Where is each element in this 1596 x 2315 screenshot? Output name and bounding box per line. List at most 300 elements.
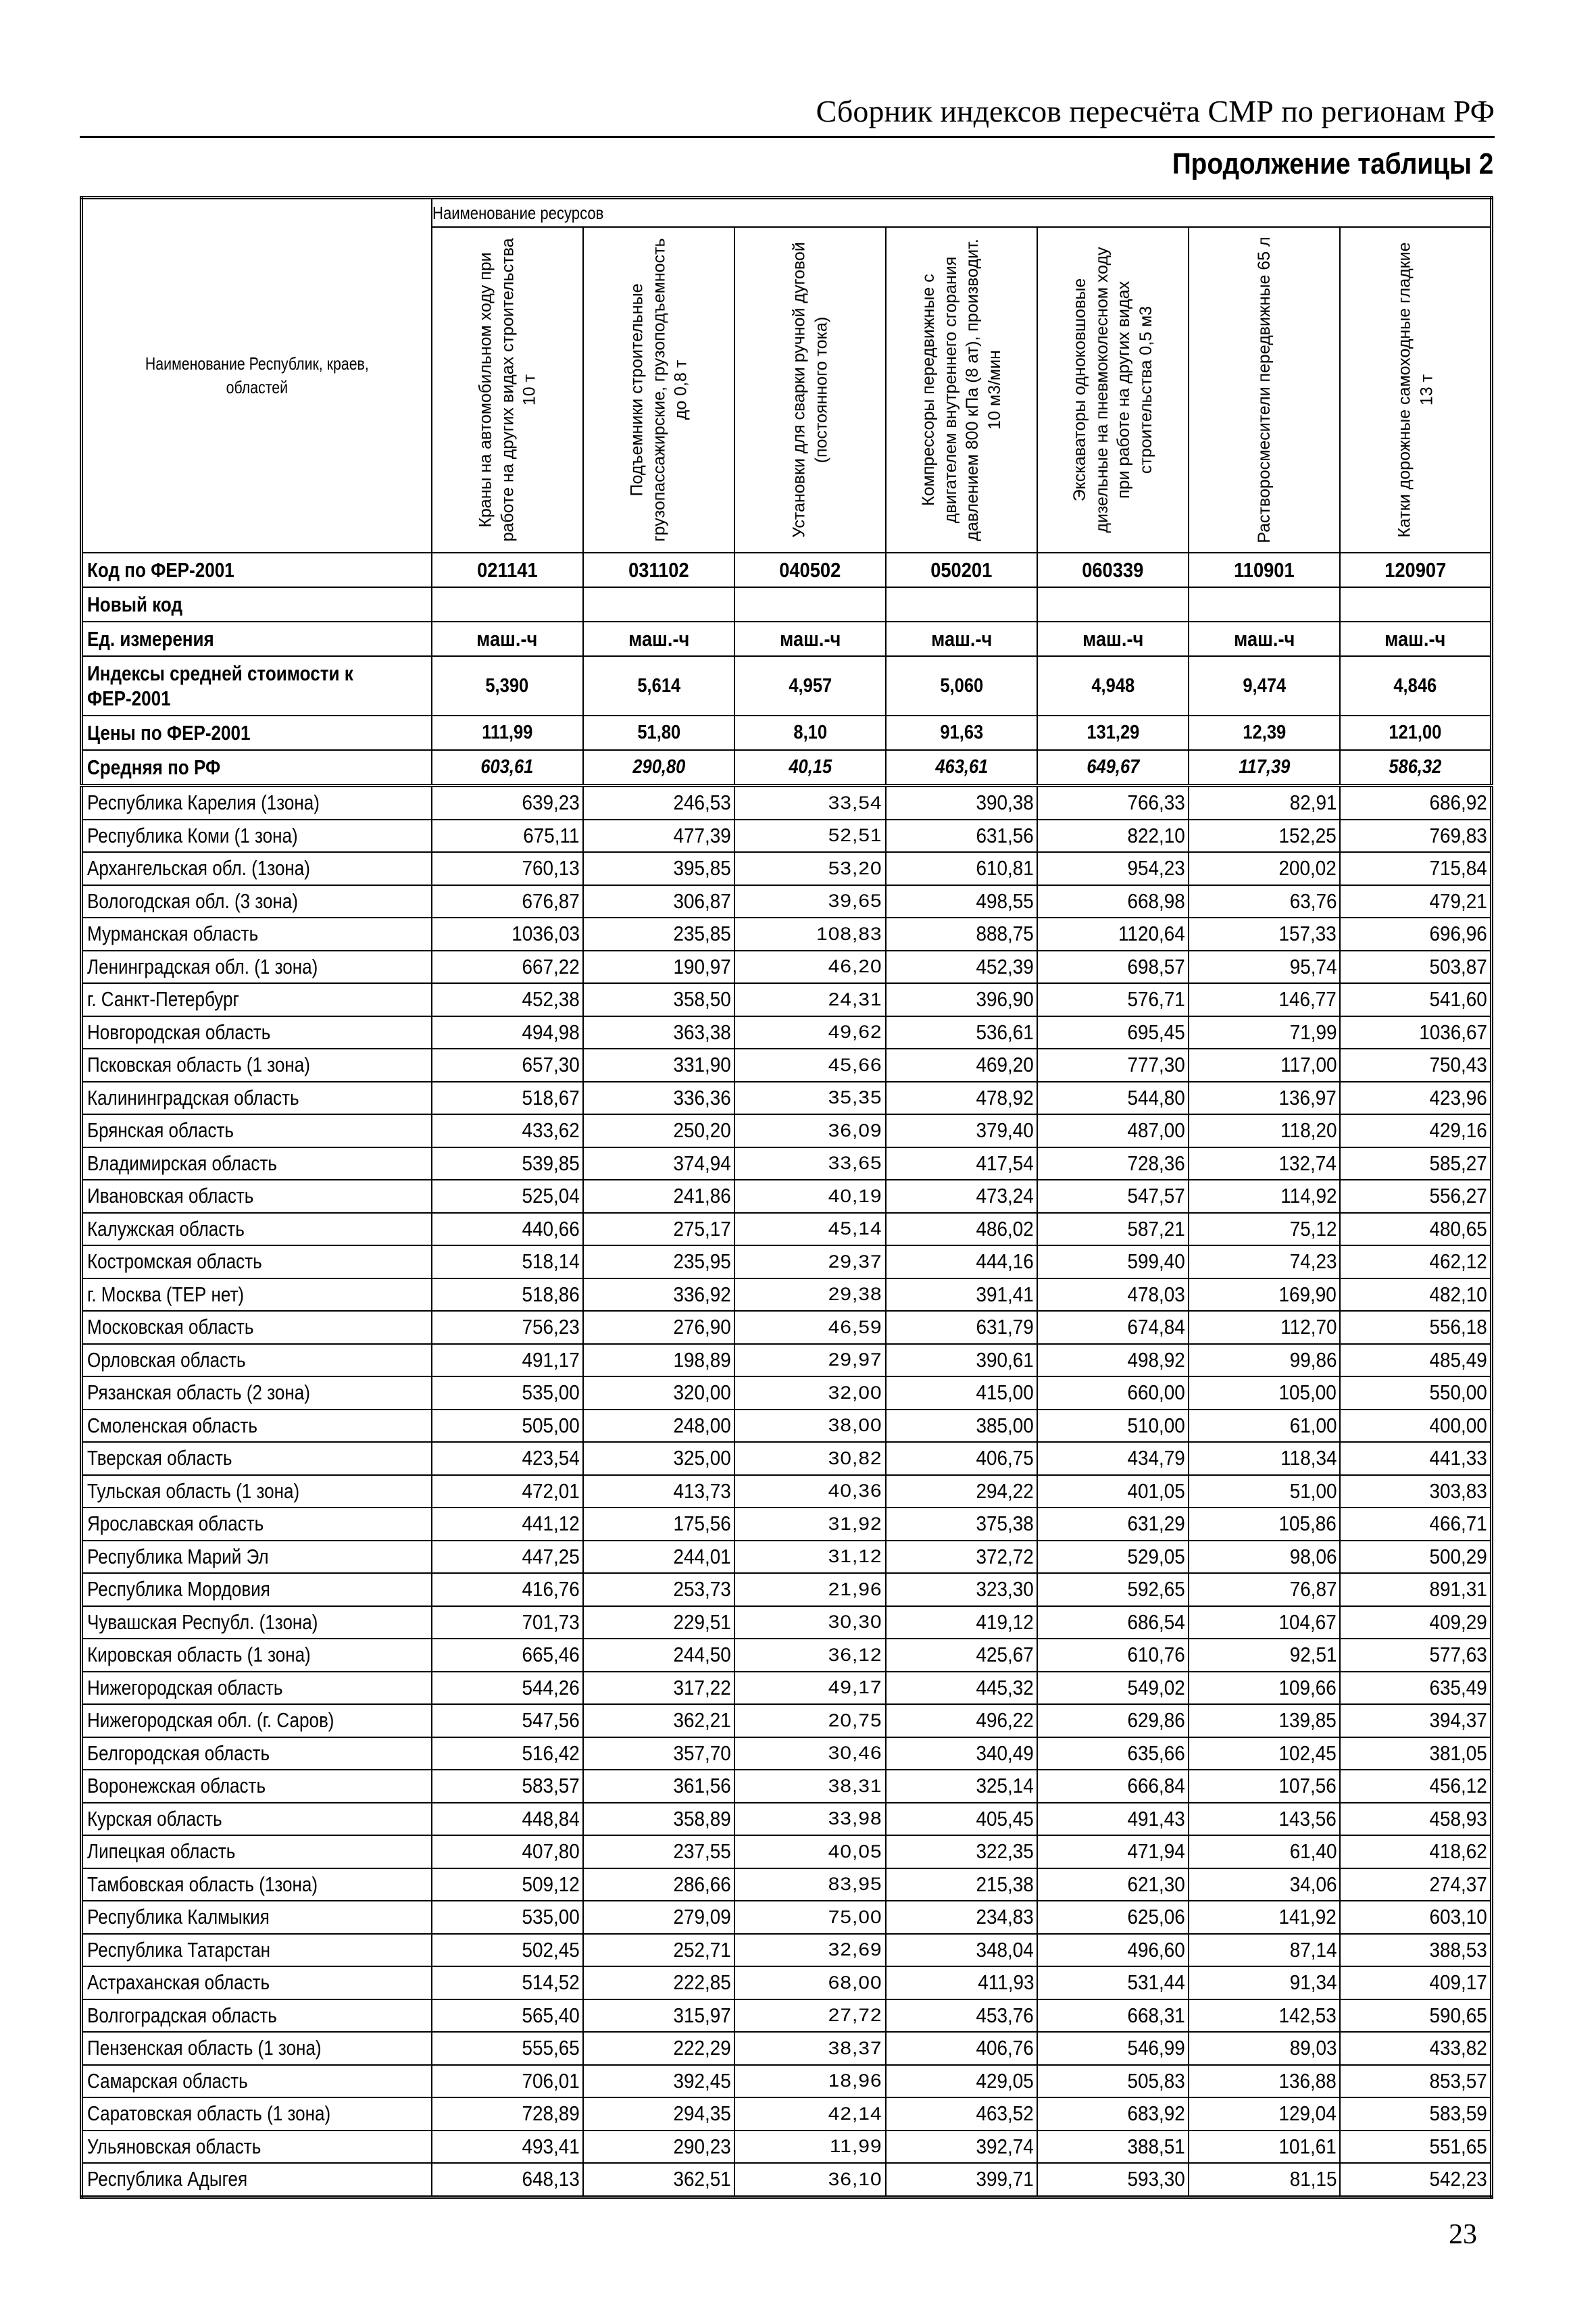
value-cell: 18,96 — [734, 2065, 886, 2098]
value-cell: 409,17 — [1340, 1966, 1491, 1999]
value-cell: 372,72 — [886, 1541, 1037, 1574]
meta-cell: 40,15 — [734, 750, 886, 786]
region-name: Мурманская область — [82, 918, 432, 951]
resource-column-header — [886, 227, 1037, 553]
value-cell: 583,57 — [432, 1770, 583, 1803]
table-row — [82, 1672, 1492, 1705]
value-cell: 576,71 — [1037, 983, 1189, 1016]
value-cell: 244,01 — [583, 1541, 734, 1574]
value-cell: 491,17 — [432, 1344, 583, 1377]
value-cell: 29,97 — [734, 1344, 886, 1377]
resource-column-header — [1037, 227, 1189, 553]
value-cell: 610,81 — [886, 852, 1037, 885]
value-cell: 83,95 — [734, 1868, 886, 1901]
meta-cell: маш.-ч — [583, 622, 734, 656]
table-row — [82, 2163, 1492, 2197]
value-cell: 496,60 — [1037, 1934, 1189, 1967]
value-cell: 102,45 — [1189, 1737, 1340, 1770]
value-cell: 45,66 — [734, 1049, 886, 1082]
region-name: г. Санкт-Петербург — [82, 983, 432, 1016]
meta-cell — [432, 587, 583, 622]
rf-average-row — [82, 750, 1492, 786]
value-cell: 358,89 — [583, 1803, 734, 1836]
value-cell: 101,61 — [1189, 2131, 1340, 2164]
region-name: Республика Мордовия — [82, 1573, 432, 1606]
value-cell: 275,17 — [583, 1213, 734, 1246]
value-cell: 320,00 — [583, 1376, 734, 1410]
resource-column-label: Подъемники строительные грузопассажирские, грузоподъемность до 0,8 т — [627, 238, 691, 542]
value-cell: 274,37 — [1340, 1868, 1491, 1901]
table-row — [82, 951, 1492, 984]
value-cell: 63,76 — [1189, 885, 1340, 918]
value-cell: 235,95 — [583, 1245, 734, 1278]
value-cell: 276,90 — [583, 1311, 734, 1344]
value-cell: 36,09 — [734, 1114, 886, 1147]
value-cell: 509,12 — [432, 1868, 583, 1901]
value-cell: 357,70 — [583, 1737, 734, 1770]
value-cell: 336,92 — [583, 1278, 734, 1312]
table-row — [82, 2097, 1492, 2131]
meta-cell: 8,10 — [734, 716, 886, 750]
value-cell: 20,75 — [734, 1704, 886, 1737]
value-cell: 472,01 — [432, 1475, 583, 1508]
region-name: Нижегородская область — [82, 1672, 432, 1705]
value-cell: 107,56 — [1189, 1770, 1340, 1803]
value-cell: 629,86 — [1037, 1704, 1189, 1737]
meta-cell: 9,474 — [1189, 656, 1340, 716]
value-cell: 390,61 — [886, 1344, 1037, 1377]
value-cell: 487,00 — [1037, 1114, 1189, 1147]
table-row — [82, 1311, 1492, 1344]
value-cell: 544,80 — [1037, 1082, 1189, 1115]
code-fer-row — [82, 553, 1492, 587]
value-cell: 493,41 — [432, 2131, 583, 2164]
region-name: Тульская область (1 зона) — [82, 1475, 432, 1508]
value-cell: 541,60 — [1340, 983, 1491, 1016]
value-cell: 631,56 — [886, 820, 1037, 853]
value-cell: 331,90 — [583, 1049, 734, 1082]
value-cell: 556,18 — [1340, 1311, 1491, 1344]
value-cell: 1120,64 — [1037, 918, 1189, 951]
meta-cell: маш.-ч — [734, 622, 886, 656]
value-cell: 482,10 — [1340, 1278, 1491, 1312]
fer-price-row — [82, 716, 1492, 750]
meta-cell: 050201 — [886, 553, 1037, 587]
value-cell: 479,21 — [1340, 885, 1491, 918]
meta-cell: 4,957 — [734, 656, 886, 716]
meta-cell: 121,00 — [1340, 716, 1491, 750]
table-row — [82, 1999, 1492, 2033]
value-cell: 456,12 — [1340, 1770, 1491, 1803]
value-cell: 33,98 — [734, 1803, 886, 1836]
value-cell: 32,00 — [734, 1376, 886, 1410]
meta-cell — [1037, 587, 1189, 622]
value-cell: 440,66 — [432, 1213, 583, 1246]
value-cell: 391,41 — [886, 1278, 1037, 1312]
value-cell: 105,00 — [1189, 1376, 1340, 1410]
region-name: Республика Коми (1 зона) — [82, 820, 432, 853]
value-cell: 104,67 — [1189, 1606, 1340, 1639]
value-cell: 46,59 — [734, 1311, 886, 1344]
value-cell: 74,23 — [1189, 1245, 1340, 1278]
value-cell: 583,59 — [1340, 2097, 1491, 2131]
value-cell: 31,92 — [734, 1508, 886, 1541]
value-cell: 407,80 — [432, 1835, 583, 1868]
value-cell: 175,56 — [583, 1508, 734, 1541]
meta-cell: маш.-ч — [1189, 622, 1340, 656]
value-cell: 38,31 — [734, 1770, 886, 1803]
meta-cell: маш.-ч — [886, 622, 1037, 656]
value-cell: 136,97 — [1189, 1082, 1340, 1115]
value-cell: 33,54 — [734, 786, 886, 820]
value-cell: 496,22 — [886, 1704, 1037, 1737]
value-cell: 31,12 — [734, 1541, 886, 1574]
table-row — [82, 1344, 1492, 1377]
meta-cell: 5,614 — [583, 656, 734, 716]
table-row — [82, 2065, 1492, 2098]
table-row — [82, 1245, 1492, 1278]
meta-cell: 586,32 — [1340, 750, 1491, 786]
value-cell: 306,87 — [583, 885, 734, 918]
value-cell: 610,76 — [1037, 1639, 1189, 1672]
value-cell: 396,90 — [886, 983, 1037, 1016]
meta-cell: 4,846 — [1340, 656, 1491, 716]
value-cell: 24,31 — [734, 983, 886, 1016]
unit-row — [82, 622, 1492, 656]
table-row — [82, 1114, 1492, 1147]
meta-cell: 91,63 — [886, 716, 1037, 750]
region-name: Республика Адыгея — [82, 2163, 432, 2197]
value-cell: 551,65 — [1340, 2131, 1491, 2164]
region-name: г. Москва (ТЕР нет) — [82, 1278, 432, 1312]
value-cell: 323,30 — [886, 1573, 1037, 1606]
value-cell: 433,82 — [1340, 2032, 1491, 2065]
value-cell: 486,02 — [886, 1213, 1037, 1246]
meta-cell: 463,61 — [886, 750, 1037, 786]
meta-cell — [1340, 587, 1491, 622]
table-row — [82, 852, 1492, 885]
value-cell: 822,10 — [1037, 820, 1189, 853]
value-cell: 603,10 — [1340, 1901, 1491, 1934]
resources-group-header: Наименование ресурсов — [432, 198, 1492, 228]
value-cell: 529,05 — [1037, 1541, 1189, 1574]
value-cell: 1036,03 — [432, 918, 583, 951]
meta-cell: 021141 — [432, 553, 583, 587]
region-name: Смоленская область — [82, 1410, 432, 1443]
value-cell: 441,33 — [1340, 1442, 1491, 1475]
value-cell: 769,83 — [1340, 820, 1491, 853]
value-cell: 448,84 — [432, 1803, 583, 1836]
resource-column-header — [1340, 227, 1491, 553]
table-header — [82, 198, 1492, 553]
region-name: Владимирская область — [82, 1147, 432, 1180]
value-cell: 294,22 — [886, 1475, 1037, 1508]
value-cell: 379,40 — [886, 1114, 1037, 1147]
table-row — [82, 1376, 1492, 1410]
value-cell: 675,11 — [432, 820, 583, 853]
value-cell: 706,01 — [432, 2065, 583, 2098]
resource-column-header — [432, 227, 583, 553]
value-cell: 587,21 — [1037, 1213, 1189, 1246]
value-cell: 429,16 — [1340, 1114, 1491, 1147]
value-cell: 75,12 — [1189, 1213, 1340, 1246]
value-cell: 565,40 — [432, 1999, 583, 2033]
value-cell: 52,51 — [734, 820, 886, 853]
value-cell: 498,55 — [886, 885, 1037, 918]
value-cell: 198,89 — [583, 1344, 734, 1377]
region-name: Чувашская Республ. (1зона) — [82, 1606, 432, 1639]
table-row — [82, 2032, 1492, 2065]
region-name: Рязанская область (2 зона) — [82, 1376, 432, 1410]
value-cell: 447,25 — [432, 1541, 583, 1574]
value-cell: 668,31 — [1037, 1999, 1189, 2033]
value-cell: 21,96 — [734, 1573, 886, 1606]
region-name: Воронежская область — [82, 1770, 432, 1803]
value-cell: 625,06 — [1037, 1901, 1189, 1934]
value-cell: 363,38 — [583, 1016, 734, 1049]
region-name: Нижегородская обл. (г. Саров) — [82, 1704, 432, 1737]
value-cell: 590,65 — [1340, 1999, 1491, 2033]
value-cell: 766,33 — [1037, 786, 1189, 820]
value-cell: 325,14 — [886, 1770, 1037, 1803]
value-cell: 237,55 — [583, 1835, 734, 1868]
value-cell: 40,36 — [734, 1475, 886, 1508]
value-cell: 466,71 — [1340, 1508, 1491, 1541]
row-label: Индексы средней стоимости к ФЕР-2001 — [82, 656, 432, 716]
value-cell: 222,85 — [583, 1966, 734, 1999]
value-cell: 294,35 — [583, 2097, 734, 2131]
value-cell: 539,85 — [432, 1147, 583, 1180]
value-cell: 505,00 — [432, 1410, 583, 1443]
value-cell: 631,79 — [886, 1311, 1037, 1344]
region-name: Курская область — [82, 1803, 432, 1836]
value-cell: 395,85 — [583, 852, 734, 885]
region-name: Ярославская область — [82, 1508, 432, 1541]
table-row — [82, 1704, 1492, 1737]
value-cell: 362,21 — [583, 1704, 734, 1737]
value-cell: 385,00 — [886, 1410, 1037, 1443]
value-cell: 30,46 — [734, 1737, 886, 1770]
value-cell: 40,19 — [734, 1180, 886, 1213]
table-row — [82, 1868, 1492, 1901]
value-cell: 129,04 — [1189, 2097, 1340, 2131]
value-cell: 146,77 — [1189, 983, 1340, 1016]
value-cell: 1036,67 — [1340, 1016, 1491, 1049]
value-cell: 546,99 — [1037, 2032, 1189, 2065]
value-cell: 585,27 — [1340, 1147, 1491, 1180]
value-cell: 478,03 — [1037, 1278, 1189, 1312]
region-name: Республика Татарстан — [82, 1934, 432, 1967]
value-cell: 118,34 — [1189, 1442, 1340, 1475]
value-cell: 317,22 — [583, 1672, 734, 1705]
table-body — [82, 553, 1492, 2197]
value-cell: 49,62 — [734, 1016, 886, 1049]
value-cell: 853,57 — [1340, 2065, 1491, 2098]
value-cell: 76,87 — [1189, 1573, 1340, 1606]
value-cell: 141,92 — [1189, 1901, 1340, 1934]
value-cell: 535,00 — [432, 1901, 583, 1934]
value-cell: 157,33 — [1189, 918, 1340, 951]
table-row — [82, 918, 1492, 951]
value-cell: 667,22 — [432, 951, 583, 984]
value-cell: 35,35 — [734, 1082, 886, 1115]
meta-cell: 120907 — [1340, 553, 1491, 587]
value-cell: 891,31 — [1340, 1573, 1491, 1606]
value-cell: 433,62 — [432, 1114, 583, 1147]
value-cell: 760,13 — [432, 852, 583, 885]
value-cell: 409,29 — [1340, 1606, 1491, 1639]
resource-column-label: Компрессоры передвижные с двигателем внутреннего сгорания давлением 800 кПа (8 ат), производит. 10 м3/мин — [919, 239, 1004, 541]
region-name: Астраханская область — [82, 1966, 432, 1999]
value-cell: 222,29 — [583, 2032, 734, 2065]
value-cell: 516,42 — [432, 1737, 583, 1770]
meta-cell: 111,99 — [432, 716, 583, 750]
value-cell: 413,73 — [583, 1475, 734, 1508]
value-cell: 478,92 — [886, 1082, 1037, 1115]
table-row — [82, 1770, 1492, 1803]
value-cell: 696,96 — [1340, 918, 1491, 951]
value-cell: 253,73 — [583, 1573, 734, 1606]
meta-cell — [886, 587, 1037, 622]
value-cell: 388,51 — [1037, 2131, 1189, 2164]
value-cell: 683,92 — [1037, 2097, 1189, 2131]
table-row — [82, 1442, 1492, 1475]
value-cell: 358,50 — [583, 983, 734, 1016]
value-cell: 392,45 — [583, 2065, 734, 2098]
value-cell: 480,65 — [1340, 1213, 1491, 1246]
region-name: Псковская область (1 зона) — [82, 1049, 432, 1082]
value-cell: 45,14 — [734, 1213, 886, 1246]
value-cell: 531,44 — [1037, 1966, 1189, 1999]
value-cell: 139,85 — [1189, 1704, 1340, 1737]
value-cell: 458,93 — [1340, 1803, 1491, 1836]
value-cell: 657,30 — [432, 1049, 583, 1082]
meta-cell: 51,80 — [583, 716, 734, 750]
value-cell: 246,53 — [583, 786, 734, 820]
value-cell: 109,66 — [1189, 1672, 1340, 1705]
meta-cell: 649,67 — [1037, 750, 1189, 786]
value-cell: 485,49 — [1340, 1344, 1491, 1377]
meta-cell: 060339 — [1037, 553, 1189, 587]
region-name: Самарская область — [82, 2065, 432, 2098]
value-cell: 888,75 — [886, 918, 1037, 951]
value-cell: 423,96 — [1340, 1082, 1491, 1115]
value-cell: 98,06 — [1189, 1541, 1340, 1574]
value-cell: 536,61 — [886, 1016, 1037, 1049]
region-name: Костромская область — [82, 1245, 432, 1278]
value-cell: 89,03 — [1189, 2032, 1340, 2065]
value-cell: 660,00 — [1037, 1376, 1189, 1410]
value-cell: 200,02 — [1189, 852, 1340, 885]
row-label: Ед. измерения — [82, 622, 432, 656]
value-cell: 362,51 — [583, 2163, 734, 2197]
meta-cell: 5,060 — [886, 656, 1037, 716]
value-cell: 639,23 — [432, 786, 583, 820]
region-name: Пензенская область (1 зона) — [82, 2032, 432, 2065]
value-cell: 491,43 — [1037, 1803, 1189, 1836]
resource-column-label: Краны на автомобильном ходу при работе на других видах строительства 10 т — [476, 238, 539, 542]
resource-column-header — [734, 227, 886, 553]
value-cell: 452,38 — [432, 983, 583, 1016]
value-cell: 631,29 — [1037, 1508, 1189, 1541]
value-cell: 417,54 — [886, 1147, 1037, 1180]
value-cell: 518,14 — [432, 1245, 583, 1278]
table-row — [82, 1278, 1492, 1312]
meta-cell: 603,61 — [432, 750, 583, 786]
table-row — [82, 1410, 1492, 1443]
value-cell: 502,45 — [432, 1934, 583, 1967]
resource-column-label: Катки дорожные самоходные гладкие 13 т — [1395, 242, 1436, 538]
resource-column-header — [583, 227, 734, 553]
table-row — [82, 1901, 1492, 1934]
value-cell: 235,85 — [583, 918, 734, 951]
meta-cell: 031102 — [583, 553, 734, 587]
value-cell: 556,27 — [1340, 1180, 1491, 1213]
value-cell: 954,23 — [1037, 852, 1189, 885]
meta-cell: маш.-ч — [1037, 622, 1189, 656]
value-cell: 668,98 — [1037, 885, 1189, 918]
value-cell: 544,26 — [432, 1672, 583, 1705]
value-cell: 91,34 — [1189, 1966, 1340, 1999]
region-name: Ульяновская область — [82, 2131, 432, 2164]
value-cell: 117,00 — [1189, 1049, 1340, 1082]
meta-cell — [583, 587, 734, 622]
table-row — [82, 1049, 1492, 1082]
regional-index-table — [80, 196, 1493, 2199]
value-cell: 169,90 — [1189, 1278, 1340, 1312]
region-name: Республика Карелия (1зона) — [82, 786, 432, 820]
region-name: Республика Калмыкия — [82, 1901, 432, 1934]
table-row — [82, 1082, 1492, 1115]
value-cell: 87,14 — [1189, 1934, 1340, 1967]
value-cell: 38,00 — [734, 1410, 886, 1443]
table-row — [82, 1639, 1492, 1672]
value-cell: 29,37 — [734, 1245, 886, 1278]
meta-cell: 12,39 — [1189, 716, 1340, 750]
running-header: Сборник индексов пересчёта СМР по регионам РФ — [80, 93, 1495, 138]
table-row — [82, 1180, 1492, 1213]
value-cell: 118,20 — [1189, 1114, 1340, 1147]
row-label: Цены по ФЕР-2001 — [82, 716, 432, 750]
value-cell: 621,30 — [1037, 1868, 1189, 1901]
value-cell: 665,46 — [432, 1639, 583, 1672]
resource-column-header — [1189, 227, 1340, 553]
value-cell: 290,23 — [583, 2131, 734, 2164]
value-cell: 244,50 — [583, 1639, 734, 1672]
meta-cell: 110901 — [1189, 553, 1340, 587]
region-name: Калужская область — [82, 1213, 432, 1246]
meta-cell: 4,948 — [1037, 656, 1189, 716]
table-row — [82, 1803, 1492, 1836]
value-cell: 462,12 — [1340, 1245, 1491, 1278]
value-cell: 92,51 — [1189, 1639, 1340, 1672]
value-cell: 463,52 — [886, 2097, 1037, 2131]
value-cell: 325,00 — [583, 1442, 734, 1475]
value-cell: 215,38 — [886, 1868, 1037, 1901]
value-cell: 143,56 — [1189, 1803, 1340, 1836]
new-code-row — [82, 587, 1492, 622]
table-row — [82, 1835, 1492, 1868]
value-cell: 728,89 — [432, 2097, 583, 2131]
value-cell: 68,00 — [734, 1966, 886, 1999]
value-cell: 503,87 — [1340, 951, 1491, 984]
meta-cell — [734, 587, 886, 622]
value-cell: 471,94 — [1037, 1835, 1189, 1868]
value-cell: 46,20 — [734, 951, 886, 984]
page-number: 23 — [1449, 2219, 1477, 2250]
value-cell: 494,98 — [432, 1016, 583, 1049]
value-cell: 252,71 — [583, 1934, 734, 1967]
